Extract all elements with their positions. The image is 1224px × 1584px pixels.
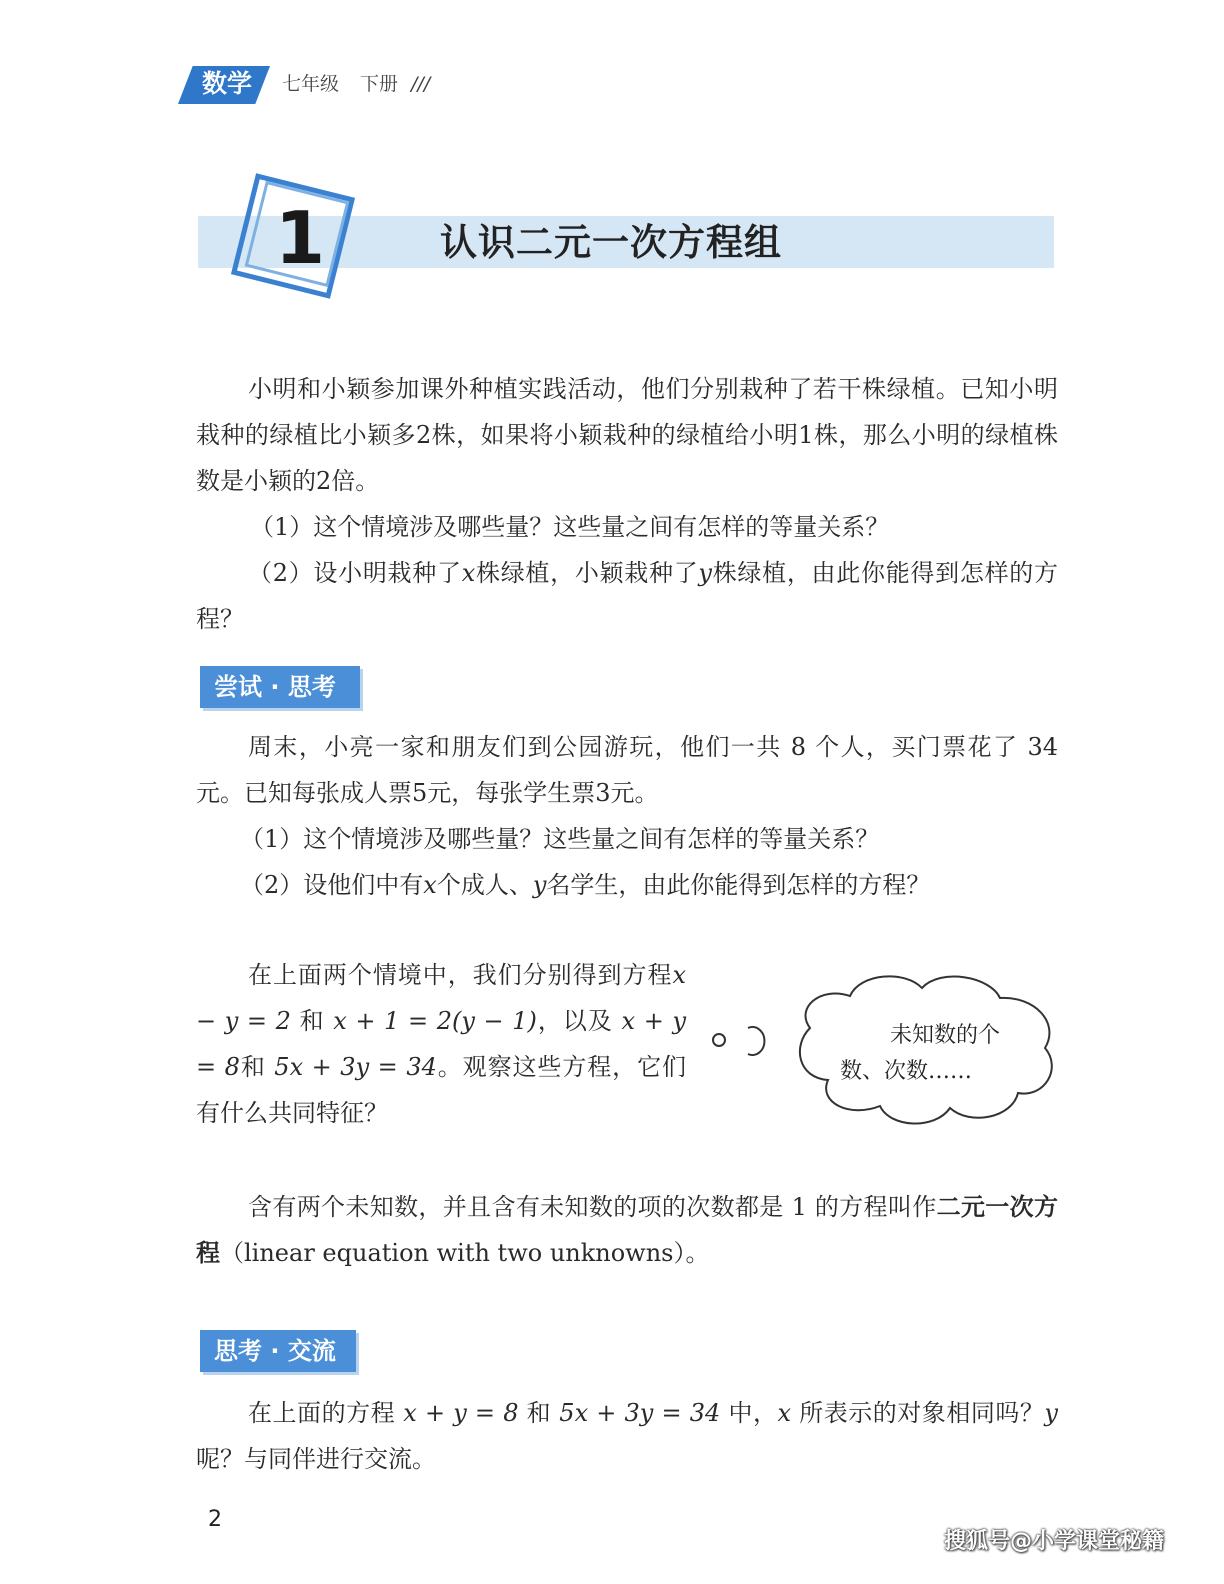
intro-paragraph: 小明和小颖参加课外种植实践活动，他们分别栽种了若干株绿植。已知小明栽种的绿植比小颖多2株，如果将小颖栽种的绿植给小明1株，那么小明的绿植株数是小颖的2倍。 — [196, 375, 1058, 495]
think-exchange-label: 思考 · 交流 — [214, 1337, 336, 1365]
think-exchange-paragraph: 在上面的方程 x + y = 8 和 5x + 3y = 34 中，x 所表示的对象相同吗？y 呢？与同伴进行交流。 — [196, 1399, 1058, 1473]
try-think-question-2: （2）设他们中有x个成人、y名学生，由此你能得到怎样的方程？ — [240, 871, 931, 899]
chapter-title: 认识二元一次方程组 — [440, 220, 782, 264]
thought-bubble-medium — [748, 1027, 764, 1055]
header-grade: 七年级 — [282, 73, 340, 95]
cloud-line-1: 未知数的个 — [890, 1023, 1001, 1048]
header-volume: 下册 — [360, 73, 399, 95]
intro-question-2: （2）设小明栽种了x株绿植，小颖栽种了y株绿植，由此你能得到怎样的方程？ — [196, 559, 1058, 633]
thought-cloud-text — [840, 1018, 1015, 1090]
definition-paragraph: 含有两个未知数，并且含有未知数的项的次数都是 1 的方程叫作二元一次方程（linear equation with two unknowns）。 — [196, 1192, 1058, 1267]
cloud-line-2: 数、次数…… — [840, 1059, 973, 1084]
definition-term: 二元一次方程 — [196, 1192, 1058, 1267]
observe-paragraph: 在上面两个情境中，我们分别得到方程x − y = 2 和 x + 1 = 2(y − 1)，以及 x + y = 8和 5x + 3y = 34。观察这些方程，它们有什么共同特征？ — [196, 961, 687, 1127]
watermark: 搜狐号@小学课堂秘籍 — [944, 1529, 1165, 1554]
thought-bubble-small — [713, 1034, 725, 1046]
header-subject: 数学 — [201, 69, 252, 98]
try-think-paragraph: 周末，小亮一家和朋友们到公园游玩，他们一共 8 个人，买门票花了 34 元。已知每张成人票5元，每张学生票3元。 — [196, 733, 1058, 807]
header-decoration: /// — [411, 73, 431, 95]
try-think-label: 尝试 · 思考 — [214, 673, 336, 701]
chapter-number: 1 — [274, 196, 326, 280]
intro-question-1: （1）这个情境涉及哪些量？这些量之间有怎样的等量关系？ — [250, 513, 890, 541]
try-think-question-1: （1）这个情境涉及哪些量？这些量之间有怎样的等量关系？ — [240, 825, 880, 853]
page-number: 2 — [208, 1507, 222, 1532]
